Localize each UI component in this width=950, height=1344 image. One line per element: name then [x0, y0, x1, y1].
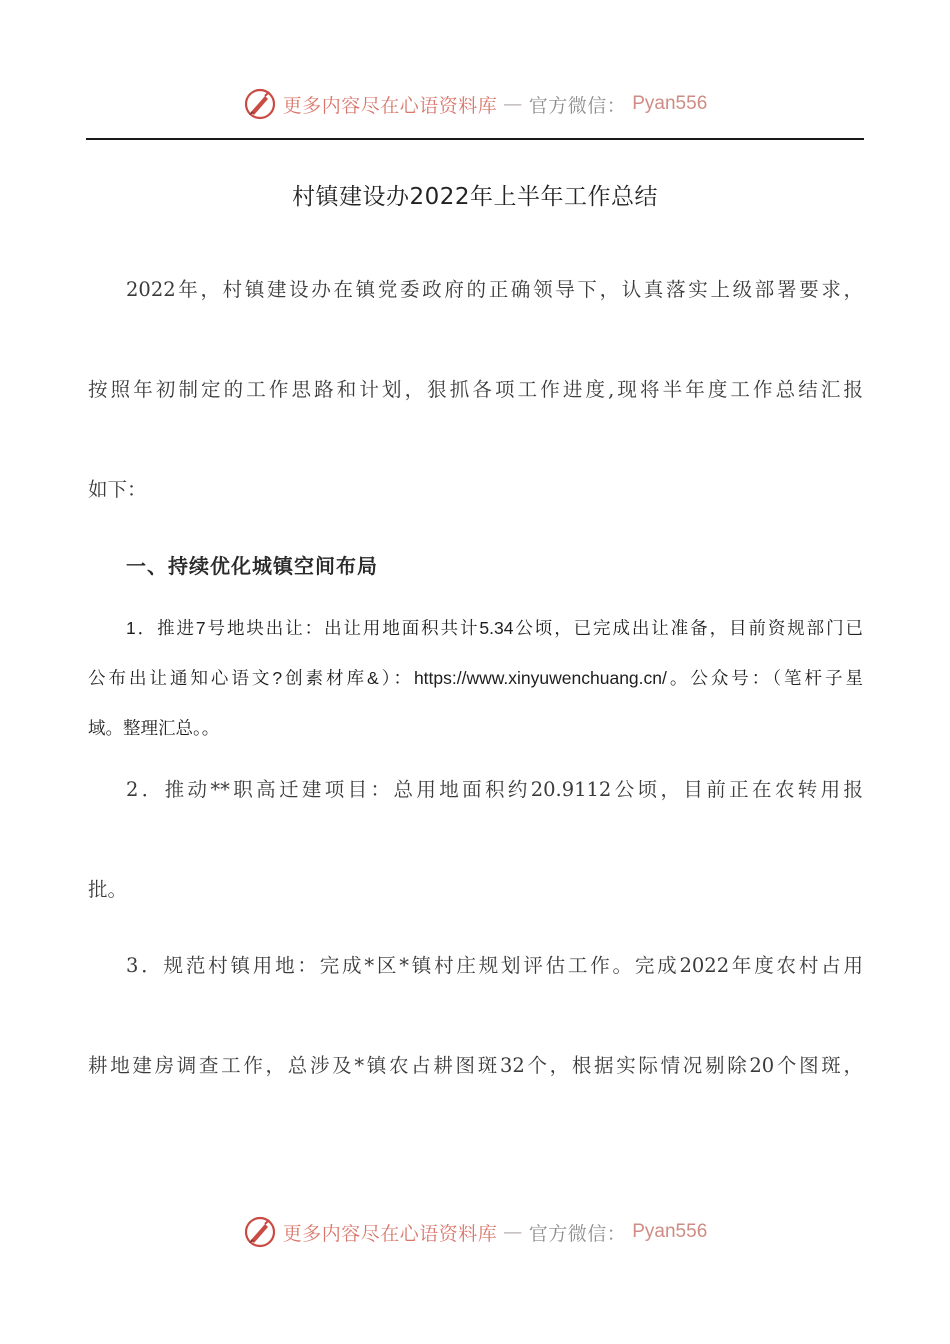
- section-heading-1: 一、持续优化城镇空间布局: [126, 554, 378, 578]
- watermark-wechat-id: Pyan556: [632, 93, 708, 114]
- watermark-wechat-id: Pyan556: [632, 1221, 708, 1242]
- pen-nib-logo-icon: [243, 87, 277, 121]
- footer-watermark: [0, 1212, 950, 1252]
- intro-line-1: 2022年，村镇建设办在镇党委政府的正确领导下，认真落实上级部署要求，: [126, 278, 863, 301]
- header-watermark: [0, 84, 950, 124]
- watermark-site-text: 更多内容尽在心语资料库: [282, 94, 498, 117]
- intro-line-3: 如下：: [88, 478, 147, 501]
- item1-line-2: 公布出让通知心语文?创素材库&）：https://www.xinyuwenchuang.cn/。公众号：（笔杆子星: [88, 668, 863, 688]
- item2-line-1: 2．推动**职高迁建项目：总用地面积约20.9112公顷，目前正在农转用报: [126, 778, 863, 801]
- item1-line-1: 1．推进7号地块出让：出让用地面积共计5.34公顷，已完成出让准备，目前资规部门已: [126, 618, 863, 638]
- watermark-separator: —: [503, 1221, 523, 1243]
- watermark-separator: —: [503, 93, 523, 115]
- item2-line-2: 批。: [88, 878, 128, 901]
- document-title: 村镇建设办2022年上半年工作总结: [291, 184, 659, 210]
- header-rule: [86, 138, 864, 140]
- item1-line-3: 域。整理汇总。。: [88, 718, 220, 738]
- pen-nib-logo-icon: [243, 1215, 277, 1249]
- item3-line-1: 3．规范村镇用地：完成*区*镇村庄规划评估工作。完成2022年度农村占用: [126, 954, 863, 977]
- intro-line-2: 按照年初制定的工作思路和计划，狠抓各项工作进度,现将半年度工作总结汇报: [88, 378, 863, 401]
- item3-line-2: 耕地建房调查工作，总涉及*镇农占耕图斑32个，根据实际情况剔除20个图斑，: [88, 1054, 863, 1077]
- watermark-official-label: 官方微信：: [528, 1222, 627, 1245]
- watermark-official-label: 官方微信：: [528, 94, 627, 117]
- watermark-site-text: 更多内容尽在心语资料库: [282, 1222, 498, 1245]
